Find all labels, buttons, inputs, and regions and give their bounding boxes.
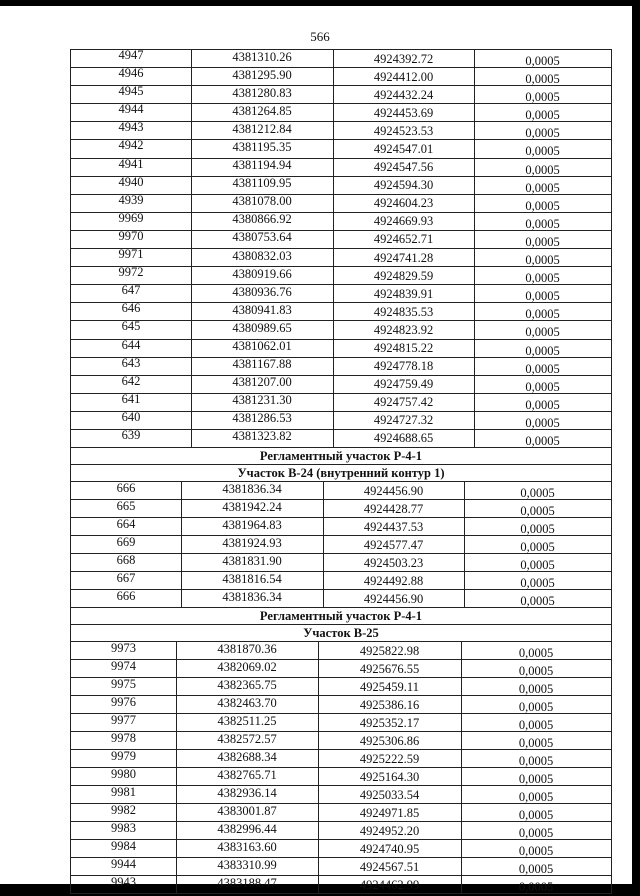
x-coordinate: 4382069.02	[217, 660, 277, 675]
x-coordinate: 4383188.47	[217, 876, 277, 891]
y-coordinate: 4925306.86	[359, 734, 420, 749]
point-number: 4946	[118, 66, 144, 81]
x-coordinate: 4381942.24	[222, 500, 282, 515]
x-coordinate: 4380753.64	[232, 230, 292, 245]
point-number: 4943	[118, 120, 144, 135]
accuracy-value: 0,0005	[520, 486, 555, 501]
point-number: 639	[121, 427, 141, 442]
y-coordinate: 4924547.56	[373, 160, 434, 175]
y-coordinate: 4924669.93	[373, 214, 434, 229]
point-number: 9983	[111, 820, 136, 835]
point-number: 664	[116, 516, 136, 531]
point-number: 668	[116, 552, 136, 567]
y-coordinate: 4924971.85	[359, 806, 420, 821]
table-section	[71, 49, 611, 447]
x-coordinate: 4382996.44	[217, 822, 277, 837]
accuracy-value: 0,0005	[525, 397, 560, 412]
table-row	[71, 535, 611, 553]
coordinates-table	[70, 49, 612, 894]
accuracy-value: 0,0005	[525, 253, 560, 268]
table-row	[71, 695, 611, 713]
x-coordinate: 4382365.75	[217, 678, 277, 693]
table-section	[71, 607, 611, 893]
point-number: 9979	[111, 748, 136, 763]
y-coordinate: 4924456.90	[363, 592, 424, 607]
table-row	[71, 641, 611, 659]
y-coordinate: 4924815.22	[373, 341, 434, 355]
x-coordinate: 4381831.90	[222, 554, 282, 569]
point-number: 647	[121, 283, 141, 298]
accuracy-value: 0,0005	[525, 379, 560, 394]
point-number: 4939	[118, 192, 144, 207]
y-coordinate: 4924835.53	[373, 304, 434, 319]
table-row	[71, 749, 611, 767]
point-number: 9944	[111, 856, 136, 871]
x-coordinate: 4383163.60	[217, 840, 277, 855]
column-divider	[474, 49, 475, 447]
table-row	[71, 481, 611, 499]
point-number: 9984	[111, 838, 136, 853]
accuracy-value: 0,0005	[518, 880, 554, 895]
point-number: 9972	[118, 265, 144, 280]
table-row	[71, 659, 611, 677]
y-coordinate: 4924759.49	[373, 377, 434, 392]
accuracy-value: 0,0005	[525, 162, 560, 177]
y-coordinate: 4924462.99	[359, 878, 420, 893]
accuracy-value: 0,0005	[520, 558, 555, 573]
accuracy-value: 0,0005	[518, 754, 554, 769]
x-coordinate: 4382936.14	[217, 786, 277, 801]
y-coordinate: 4924604.23	[373, 196, 434, 211]
table-row	[71, 499, 611, 517]
x-coordinate: 4381109.95	[232, 176, 292, 191]
y-coordinate: 4924652.71	[373, 232, 434, 247]
point-number: 9975	[111, 676, 136, 691]
x-coordinate: 4381194.94	[232, 158, 292, 173]
point-number: 9971	[118, 247, 144, 262]
x-coordinate: 4381207.00	[232, 375, 292, 390]
accuracy-value: 0,0005	[518, 682, 554, 697]
y-coordinate: 4925033.54	[359, 788, 420, 803]
accuracy-value: 0,0005	[520, 540, 555, 555]
x-coordinate: 4383001.87	[217, 804, 277, 819]
y-coordinate: 4925164.30	[359, 770, 420, 785]
point-number: 4941	[118, 156, 144, 171]
y-coordinate: 4924437.53	[363, 520, 424, 535]
point-number: 9978	[111, 730, 136, 745]
accuracy-value: 0,0005	[520, 504, 555, 519]
x-coordinate: 4381286.53	[232, 411, 292, 426]
y-coordinate: 4924829.59	[373, 268, 434, 283]
x-coordinate: 4380832.03	[232, 248, 292, 263]
x-coordinate: 4381195.35	[232, 139, 292, 154]
table-row	[71, 677, 611, 695]
y-coordinate: 4924492.88	[363, 574, 424, 589]
accuracy-value: 0,0005	[518, 736, 554, 751]
page-number: 566	[310, 29, 330, 44]
point-number: 9974	[111, 658, 136, 673]
x-coordinate: 4380919.66	[232, 266, 292, 281]
accuracy-value: 0,0005	[525, 72, 560, 87]
point-number: 9976	[111, 694, 136, 709]
point-number: 645	[121, 319, 141, 334]
table-row	[71, 785, 611, 803]
accuracy-value: 0,0005	[525, 234, 560, 249]
y-coordinate: 4924456.90	[363, 484, 424, 499]
point-number: 640	[121, 409, 141, 424]
accuracy-value: 0,0005	[518, 790, 554, 805]
y-coordinate: 4924778.18	[373, 359, 434, 374]
y-coordinate: 4925352.17	[359, 716, 420, 731]
accuracy-value: 0,0005	[520, 576, 555, 591]
column-divider	[176, 641, 177, 893]
x-coordinate: 4381836.34	[222, 590, 282, 605]
point-number: 646	[121, 301, 141, 316]
point-number: 665	[116, 498, 136, 513]
column-divider	[181, 481, 182, 607]
x-coordinate: 4380941.83	[232, 302, 292, 317]
y-coordinate: 4924594.30	[373, 178, 434, 193]
x-coordinate: 4381231.30	[232, 393, 292, 408]
y-coordinate: 4924567.51	[359, 860, 420, 875]
x-coordinate: 4381078.00	[232, 194, 292, 209]
x-coordinate: 4380989.65	[232, 320, 292, 335]
x-coordinate: 4381870.36	[217, 642, 277, 657]
table-section	[71, 447, 611, 607]
point-number: 9943	[111, 874, 136, 889]
y-coordinate: 4924503.23	[363, 556, 424, 571]
y-coordinate: 4924839.91	[373, 286, 434, 301]
accuracy-value: 0,0005	[518, 808, 554, 823]
y-coordinate: 4925222.59	[359, 752, 420, 767]
accuracy-value: 0,0005	[518, 844, 554, 859]
x-coordinate: 4381816.54	[222, 572, 282, 587]
accuracy-value: 0,0005	[518, 772, 554, 787]
point-number: 667	[116, 570, 136, 585]
accuracy-value: 0,0005	[525, 144, 560, 159]
point-number: 4940	[118, 174, 144, 189]
subsection-heading: Участок В-25	[71, 624, 611, 641]
accuracy-value: 0,0005	[525, 90, 560, 105]
x-coordinate: 4381295.90	[232, 67, 292, 82]
point-number: 4947	[118, 48, 144, 62]
table-row	[71, 571, 611, 589]
y-coordinate: 4924727.32	[373, 413, 434, 428]
column-divider	[191, 49, 192, 447]
x-coordinate: 4380866.92	[232, 212, 292, 227]
point-number: 9977	[111, 712, 136, 727]
y-coordinate: 4924577.47	[363, 538, 424, 553]
x-coordinate: 4381212.84	[232, 121, 292, 136]
x-coordinate: 4381310.26	[232, 49, 292, 64]
point-number: 643	[121, 355, 141, 370]
accuracy-value: 0,0005	[525, 415, 560, 430]
column-divider	[323, 481, 324, 607]
y-coordinate: 4924432.24	[373, 87, 434, 102]
x-coordinate: 4380936.76	[232, 284, 292, 299]
accuracy-value: 0,0005	[525, 216, 560, 231]
point-number: 9973	[111, 640, 136, 655]
section-heading: Регламентный участок Р-4-1	[71, 447, 611, 464]
point-number: 644	[121, 337, 141, 352]
y-coordinate: 4924428.77	[363, 502, 424, 517]
y-coordinate: 4925459.11	[360, 680, 419, 695]
point-number: 9970	[118, 228, 144, 243]
subsection-heading: Участок В-24 (внутренний контур 1)	[71, 464, 611, 481]
table-row	[71, 839, 611, 857]
point-number: 4942	[118, 138, 144, 153]
y-coordinate: 4924952.20	[359, 824, 420, 839]
x-coordinate: 4381836.34	[222, 482, 282, 497]
y-coordinate: 4924523.53	[373, 123, 434, 138]
y-coordinate: 4924757.42	[373, 395, 434, 410]
table-row	[71, 553, 611, 571]
accuracy-value: 0,0005	[518, 862, 554, 877]
y-coordinate: 4924412.00	[373, 69, 434, 84]
table-row	[71, 821, 611, 839]
x-coordinate: 4381167.88	[232, 357, 292, 372]
x-coordinate: 4381924.93	[222, 536, 282, 551]
table-row	[71, 875, 611, 893]
y-coordinate: 4924453.69	[373, 105, 434, 120]
x-coordinate: 4382511.25	[217, 714, 277, 729]
point-number: 666	[116, 588, 136, 603]
accuracy-value: 0,0005	[520, 522, 555, 537]
accuracy-value: 0,0005	[525, 198, 560, 213]
point-number: 9981	[111, 784, 136, 799]
x-coordinate: 4382688.34	[217, 750, 277, 765]
accuracy-value: 0,0005	[520, 594, 555, 609]
point-number: 9982	[111, 802, 136, 817]
point-number: 4944	[118, 102, 144, 117]
table-row	[71, 429, 611, 447]
accuracy-value: 0,0005	[525, 433, 560, 448]
scan-edge-top	[0, 0, 640, 6]
column-divider	[333, 49, 334, 447]
accuracy-value: 0,0005	[525, 54, 560, 68]
y-coordinate: 4924823.92	[373, 322, 434, 337]
x-coordinate: 4382572.57	[217, 732, 277, 747]
y-coordinate: 4924547.01	[373, 141, 434, 156]
column-divider	[464, 481, 465, 607]
scan-edge-right	[632, 0, 640, 896]
accuracy-value: 0,0005	[525, 180, 560, 195]
x-coordinate: 4381323.82	[232, 429, 292, 444]
table-row	[71, 803, 611, 821]
point-number: 9980	[111, 766, 136, 781]
y-coordinate: 4924740.95	[359, 842, 420, 857]
x-coordinate: 4381264.85	[232, 103, 292, 118]
y-coordinate: 4924392.72	[373, 51, 434, 66]
section-heading: Регламентный участок Р-4-1	[71, 607, 611, 624]
x-coordinate: 4381280.83	[232, 85, 292, 100]
accuracy-value: 0,0005	[518, 826, 554, 841]
accuracy-value: 0,0005	[525, 325, 560, 340]
accuracy-value: 0,0005	[525, 361, 560, 376]
accuracy-value: 0,0005	[525, 271, 560, 286]
point-number: 9969	[118, 210, 144, 225]
table-row	[71, 857, 611, 875]
table-row	[71, 713, 611, 731]
accuracy-value: 0,0005	[525, 126, 560, 141]
accuracy-value: 0,0005	[518, 646, 554, 661]
accuracy-value: 0,0005	[525, 307, 560, 322]
point-number: 666	[116, 480, 136, 495]
point-number: 4945	[118, 84, 144, 99]
point-number: 642	[121, 373, 141, 388]
accuracy-value: 0,0005	[525, 108, 560, 123]
accuracy-value: 0,0005	[518, 700, 554, 715]
point-number: 669	[116, 534, 136, 549]
x-coordinate: 4383310.99	[217, 858, 277, 873]
accuracy-value: 0,0005	[518, 664, 554, 679]
table-row	[71, 589, 611, 607]
y-coordinate: 4924688.65	[373, 431, 434, 446]
y-coordinate: 4925822.98	[359, 644, 420, 659]
point-number: 641	[121, 391, 141, 406]
table-row	[71, 767, 611, 785]
y-coordinate: 4925676.55	[359, 662, 420, 677]
y-coordinate: 4924741.28	[373, 250, 434, 265]
x-coordinate: 4381964.83	[222, 518, 282, 533]
x-coordinate: 4381062.01	[232, 339, 292, 353]
table-row	[71, 517, 611, 535]
column-divider	[461, 641, 462, 893]
accuracy-value: 0,0005	[525, 343, 560, 358]
accuracy-value: 0,0005	[525, 289, 560, 304]
x-coordinate: 4382463.70	[217, 696, 277, 711]
column-divider	[318, 641, 319, 893]
x-coordinate: 4382765.71	[217, 768, 277, 783]
y-coordinate: 4925386.16	[359, 698, 420, 713]
accuracy-value: 0,0005	[518, 718, 554, 733]
table-row	[71, 731, 611, 749]
